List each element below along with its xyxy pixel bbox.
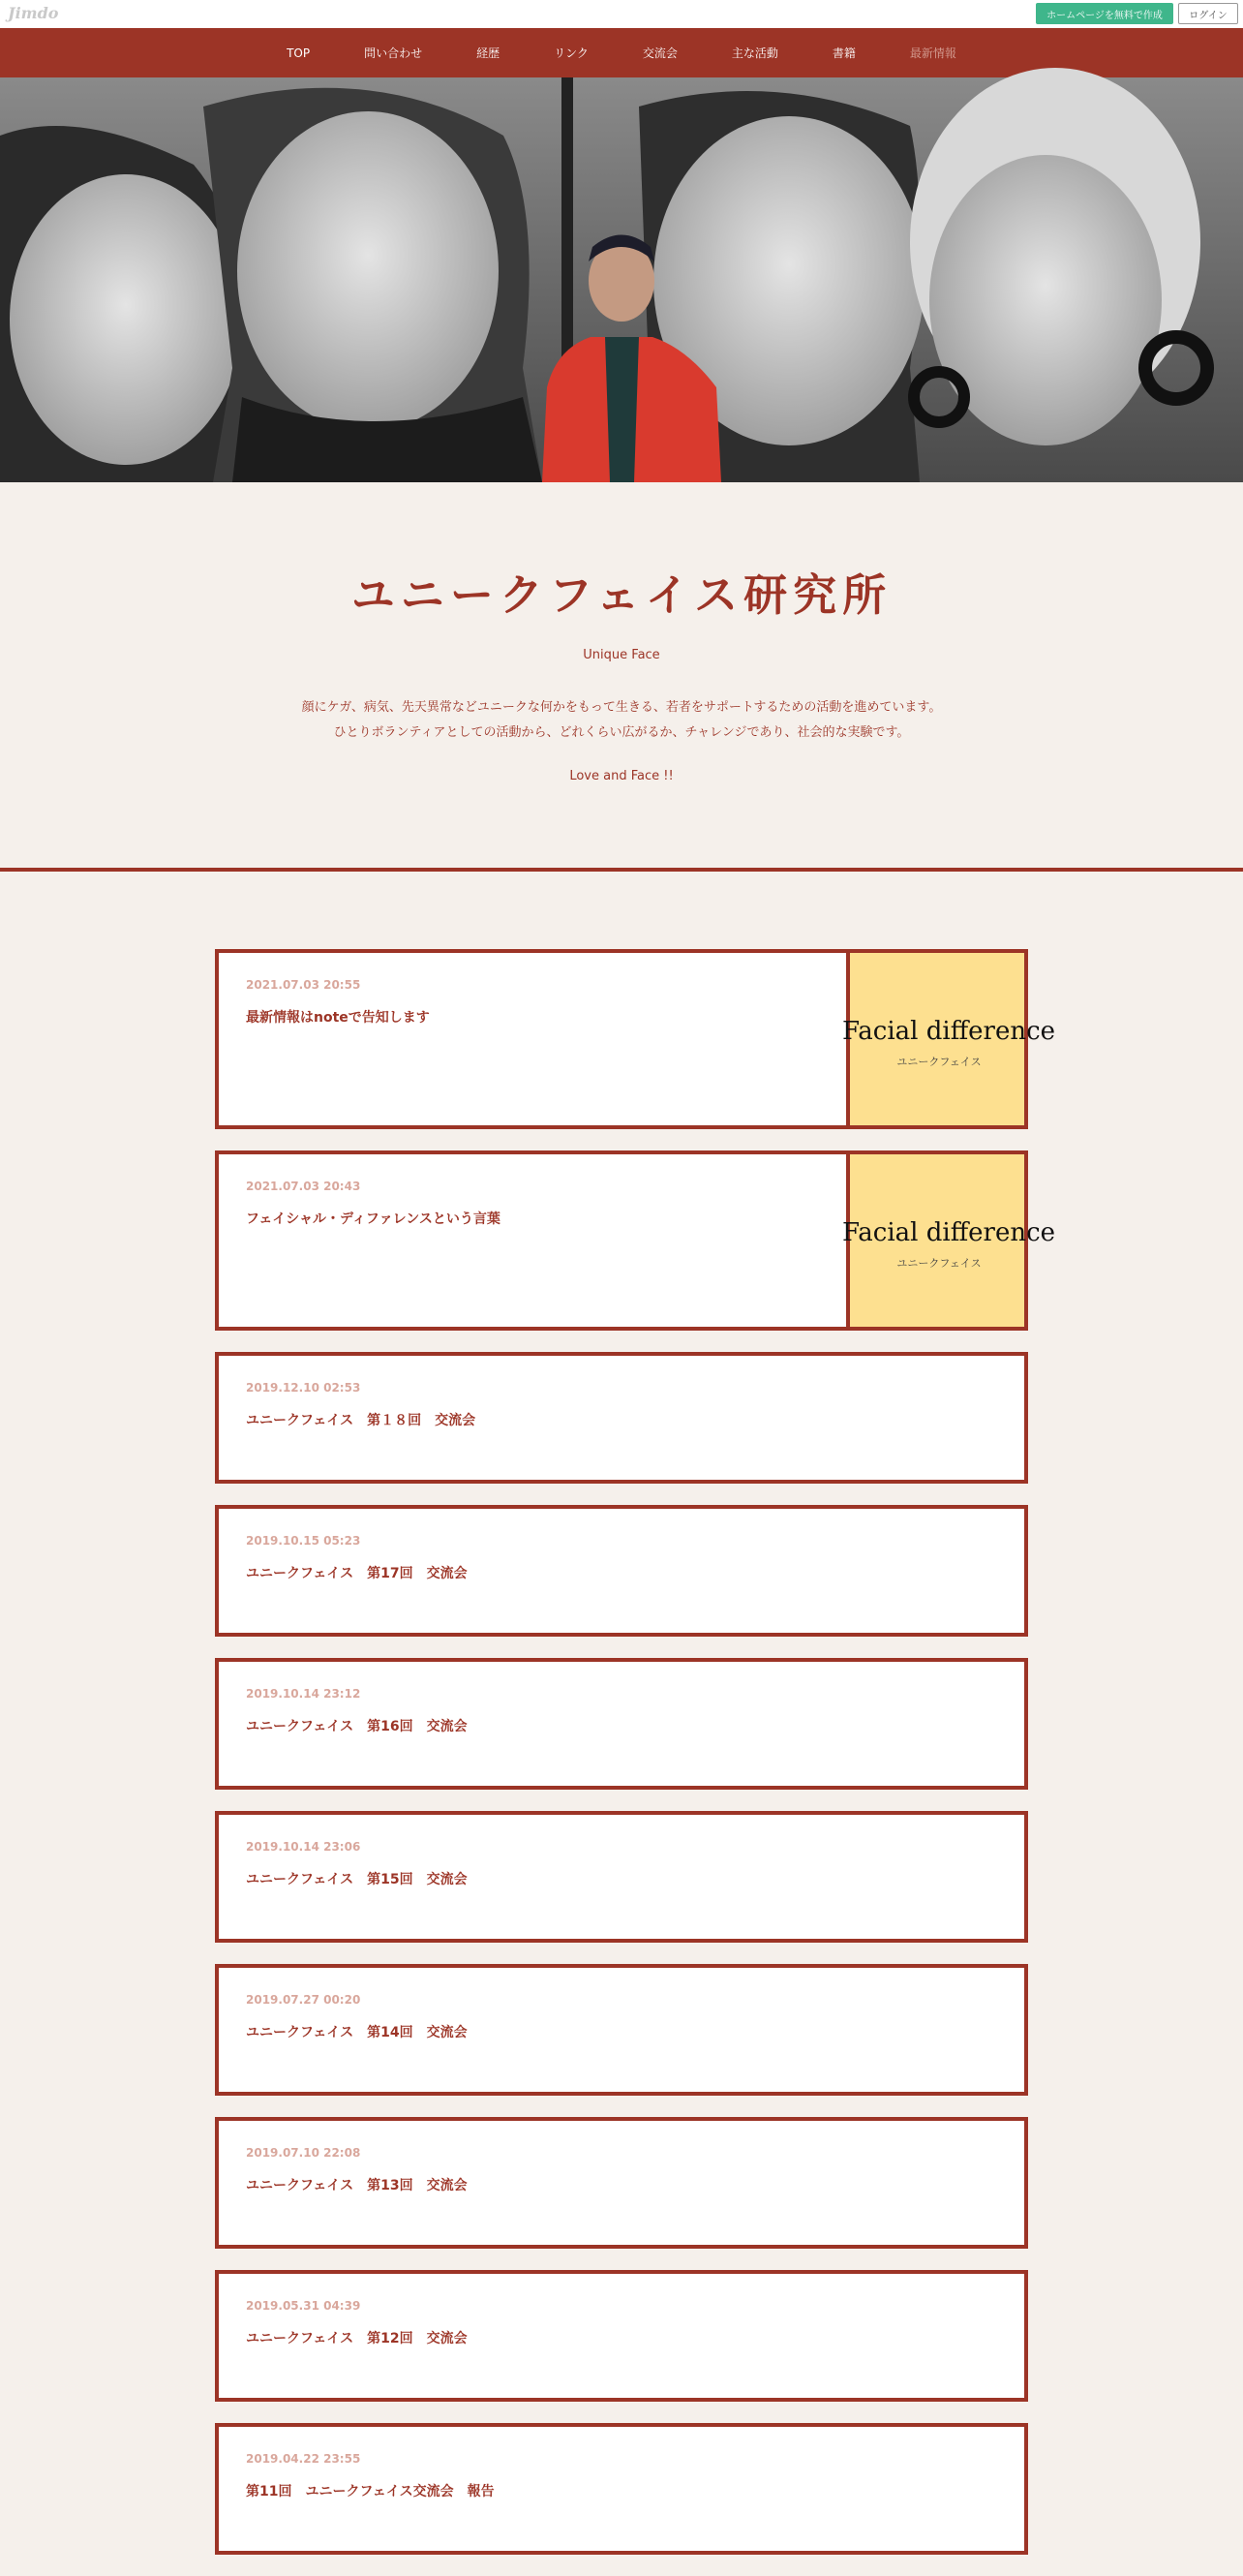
post-date: 2021.07.03 20:43 xyxy=(246,1180,361,1193)
post-date: 2019.04.22 23:55 xyxy=(246,2452,361,2466)
hero-image xyxy=(0,77,1243,482)
post-title[interactable]: ユニークフェイス 第16回 交流会 xyxy=(246,1719,468,1734)
description-line-2: ひとりボランティアとしての活動から、どれくらい広がるか、チャレンジであり、社会的な実験です。 xyxy=(333,725,910,740)
news-post[interactable] xyxy=(215,949,1056,1129)
post-date: 2019.05.31 04:39 xyxy=(246,2299,361,2313)
thumbnail-heading: Facial difference xyxy=(842,1017,1056,1046)
nav-item-books[interactable]: 書籍 xyxy=(832,46,856,60)
description-line-1: 顔にケガ、病気、先天異常などユニークな何かをもって生きる、若者をサポートするための活動を進めています。 xyxy=(301,700,942,715)
nav-item-activities[interactable]: 主な活動 xyxy=(731,46,778,60)
site-title: ユニークフェイス研究所 xyxy=(350,569,893,621)
thumbnail-subheading: ユニークフェイス xyxy=(896,1257,982,1270)
nav-item-news[interactable]: 最新情報 xyxy=(909,46,956,60)
post-title[interactable]: フェイシャル・ディファレンスという言葉 xyxy=(246,1211,500,1227)
post-date: 2019.10.14 23:12 xyxy=(246,1687,361,1701)
thumbnail-heading: Facial difference xyxy=(842,1218,1056,1247)
thumbnail-subheading: ユニークフェイス xyxy=(896,1056,982,1068)
post-title[interactable]: ユニークフェイス 第12回 交流会 xyxy=(246,2331,468,2346)
news-post[interactable] xyxy=(215,1658,1028,1790)
post-thumbnail[interactable] xyxy=(842,953,1056,1125)
post-thumbnail[interactable] xyxy=(842,1154,1056,1327)
news-post[interactable] xyxy=(215,1352,1028,1484)
site-description xyxy=(0,695,1243,746)
intro-section xyxy=(0,482,1243,870)
site-subtitle: Unique Face xyxy=(583,648,660,662)
news-post[interactable] xyxy=(215,2423,1028,2555)
news-post-list xyxy=(215,949,1056,2576)
post-title[interactable]: ユニークフェイス 第14回 交流会 xyxy=(246,2025,468,2040)
news-post[interactable] xyxy=(215,1505,1028,1637)
post-date: 2019.07.27 00:20 xyxy=(246,1993,361,2007)
nav-item-links[interactable]: リンク xyxy=(554,46,589,60)
post-date: 2019.12.10 02:53 xyxy=(246,1381,361,1395)
nav-item-top[interactable]: TOP xyxy=(287,46,311,60)
post-title[interactable]: ユニークフェイス 第13回 交流会 xyxy=(246,2178,468,2193)
create-homepage-button[interactable]: ホームページを無料で作成 xyxy=(1036,3,1173,24)
jimdo-topbar xyxy=(0,0,1243,28)
news-post[interactable] xyxy=(215,2117,1028,2249)
news-post[interactable] xyxy=(215,2270,1028,2402)
site-tagline: Love and Face !! xyxy=(569,769,674,783)
section-divider xyxy=(0,868,1243,872)
post-date: 2019.10.15 05:23 xyxy=(246,1534,361,1548)
post-title[interactable]: 最新情報はnoteで告知します xyxy=(246,1010,430,1026)
news-post[interactable] xyxy=(215,1964,1028,2096)
nav-item-meetups[interactable]: 交流会 xyxy=(642,46,678,60)
post-date: 2019.07.10 22:08 xyxy=(246,2146,361,2160)
post-title[interactable]: 第11回 ユニークフェイス交流会 報告 xyxy=(246,2484,495,2499)
jimdo-logo[interactable]: Jimdo xyxy=(8,4,59,22)
post-title[interactable]: ユニークフェイス 第17回 交流会 xyxy=(246,1566,468,1581)
nav-item-career[interactable]: 経歴 xyxy=(476,46,500,60)
nav-item-contact[interactable]: 問い合わせ xyxy=(364,46,423,60)
post-date: 2021.07.03 20:55 xyxy=(246,978,361,992)
post-title[interactable]: ユニークフェイス 第１８回 交流会 xyxy=(246,1413,476,1428)
news-post[interactable] xyxy=(215,1150,1056,1331)
post-title[interactable]: ユニークフェイス 第15回 交流会 xyxy=(246,1872,468,1887)
post-date: 2019.10.14 23:06 xyxy=(246,1840,361,1854)
login-button[interactable]: ログイン xyxy=(1178,3,1238,24)
hero-portraits-illustration xyxy=(0,77,1243,482)
news-post[interactable] xyxy=(215,1811,1028,1943)
